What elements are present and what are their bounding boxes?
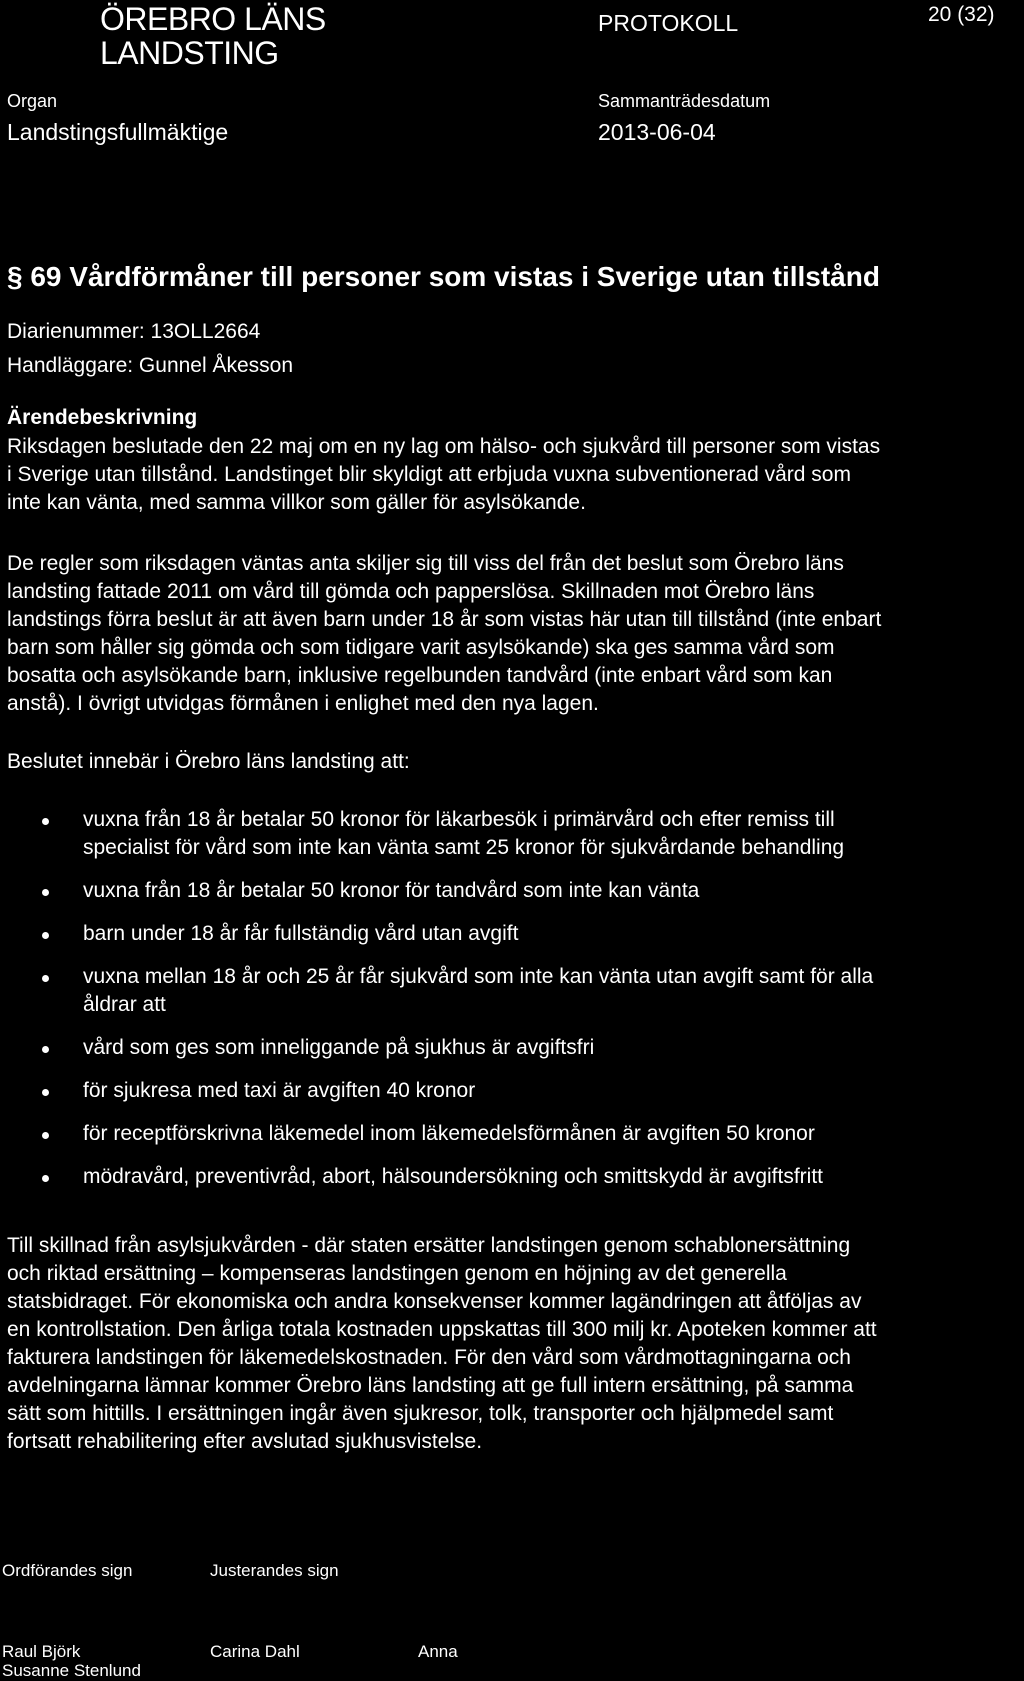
bullet-icon (42, 818, 49, 825)
signatory-name: Carina Dahl (210, 1642, 300, 1661)
organization-name-line1: ÖREBRO LÄNS (100, 1, 326, 37)
list-item-text: mödravård, preventivråd, abort, hälsoundersökning och smittskydd är avgiftsfritt (83, 1165, 824, 1188)
list-item-text: för receptförskrivna läkemedel inom läkemedelsförmånen är avgiften 50 kronor (83, 1122, 815, 1145)
list-item (42, 963, 1012, 1019)
bullet-icon (42, 1089, 49, 1096)
paragraph-line: landsting fattade 2011 om vård till gömda och papperslösa. Skillnaden mot Örebro läns (7, 580, 815, 603)
paragraph-line: statsbidraget. För ekonomiska och andra konsekvenser kommer lagändringen att åtföljas av (7, 1290, 862, 1313)
bullet-icon (42, 932, 49, 939)
bullet-icon (42, 1132, 49, 1139)
diarienummer: Diarienummer: 13OLL2664 (7, 320, 261, 343)
paragraph-line: barn som håller sig gömda och som tidigare varit asylsökande) ska ges samma vård som (7, 636, 835, 659)
list-item (42, 806, 1012, 862)
paragraph-line: fakturera landstingen för läkemedelskostnaden. För den vård som vårdmottagningarna och (7, 1346, 851, 1369)
paragraph-line: sätt som hittills. I ersättningen ingår även sjukresor, tolk, transporter och hjälpmedel samt (7, 1402, 834, 1425)
meeting-date-label: Sammanträdesdatum (598, 91, 771, 111)
list-item (42, 1120, 1012, 1148)
list-item-text: vuxna mellan 18 år och 25 år får sjukvård som inte kan vänta utan avgift samt för alla åldrar att (83, 965, 874, 1016)
bullet-icon (42, 1046, 49, 1053)
bullet-icon (42, 975, 49, 982)
paragraph-line: i Sverige utan tillstånd. Landstinget blir skyldigt att erbjuda vuxna subventionerad vård som (7, 463, 851, 486)
organization-name (100, 2, 326, 70)
paragraph-2 (7, 550, 1019, 718)
signatory-name: Susanne Stenlund (2, 1661, 141, 1680)
page-number: 20 (32) (928, 3, 995, 26)
paragraph-line: en kontrollstation. Den årliga totala kostnaden uppskattas till 300 milj kr. Apoteken kommer att (7, 1318, 877, 1341)
paragraph-1 (7, 433, 1019, 517)
list-item (42, 1034, 1012, 1062)
bullet-icon (42, 889, 49, 896)
signatory-name: Raul Björk (2, 1642, 81, 1661)
list-item (42, 920, 1012, 948)
paragraph-3: Beslutet innebär i Örebro läns landsting att: (7, 750, 410, 773)
paragraph-line: Riksdagen beslutade den 22 maj om en ny lag om hälso- och sjukvård till personer som vistas (7, 435, 881, 458)
paragraph-line: bosatta och asylsökande barn, inklusive regelbunden tandvård (inte enbart vård som kan (7, 664, 833, 687)
chair-sign-label: Ordförandes sign (2, 1561, 133, 1580)
meeting-date-value: 2013-06-04 (598, 119, 716, 145)
handlaggare: Handläggare: Gunnel Åkesson (7, 354, 294, 377)
list-item (42, 1077, 1012, 1105)
list-item-text: för sjukresa med taxi är avgiften 40 kronor (83, 1079, 476, 1102)
paragraph-4 (7, 1232, 1019, 1456)
paragraph-line: och riktad ersättning – kompenseras landstingen genom en höjning av det generella (7, 1262, 787, 1285)
bullet-icon (42, 1175, 49, 1182)
organization-name-line2: LANDSTING (100, 35, 279, 71)
subheading-arendebeskrivning: Ärendebeskrivning (7, 406, 198, 429)
list-item-text: vuxna från 18 år betalar 50 kronor för tandvård som inte kan vänta (83, 879, 700, 902)
document-type: PROTOKOLL (598, 10, 739, 36)
paragraph-line: inte kan vänta, med samma villkor som gäller för asylsökande. (7, 491, 586, 514)
paragraph-line: landstings förra beslut är att även barn under 18 år som vistas här utan till tillstånd (inte enbart (7, 608, 882, 631)
list-item-text: vuxna från 18 år betalar 50 kronor för läkarbesök i primärvård och efter remiss till specialist för vård som inte kan vänta samt 25 kronor för sjukvårdande behandling (83, 808, 845, 859)
section-heading: § 69 Vårdförmåner till personer som vistas i Sverige utan tillstånd (7, 261, 880, 292)
organ-label: Organ (7, 91, 58, 111)
paragraph-line: anstå). I övrigt utvidgas förmånen i enlighet med den nya lagen. (7, 692, 599, 715)
list-item-text: vård som ges som inneliggande på sjukhus är avgiftsfri (83, 1036, 595, 1059)
paragraph-line: avdelningarna lämnar kommer Örebro läns landsting att ge full intern ersättning, på samma (7, 1374, 854, 1397)
organ-value: Landstingsfullmäktige (7, 119, 229, 145)
adjuster-sign-label: Justerandes sign (210, 1561, 339, 1580)
paragraph-line: Till skillnad från asylsjukvården - där staten ersätter landstingen genom schablonersättning (7, 1234, 851, 1257)
paragraph-line: De regler som riksdagen väntas anta skiljer sig till viss del från det beslut som Örebro läns (7, 552, 844, 575)
signatory-name: Anna (418, 1642, 458, 1661)
list-item-text: barn under 18 år får fullständig vård utan avgift (83, 922, 519, 945)
list-item (42, 877, 1012, 905)
list-item (42, 1163, 1012, 1191)
paragraph-line: fortsatt rehabilitering efter avslutad sjukhusvistelse. (7, 1430, 483, 1453)
